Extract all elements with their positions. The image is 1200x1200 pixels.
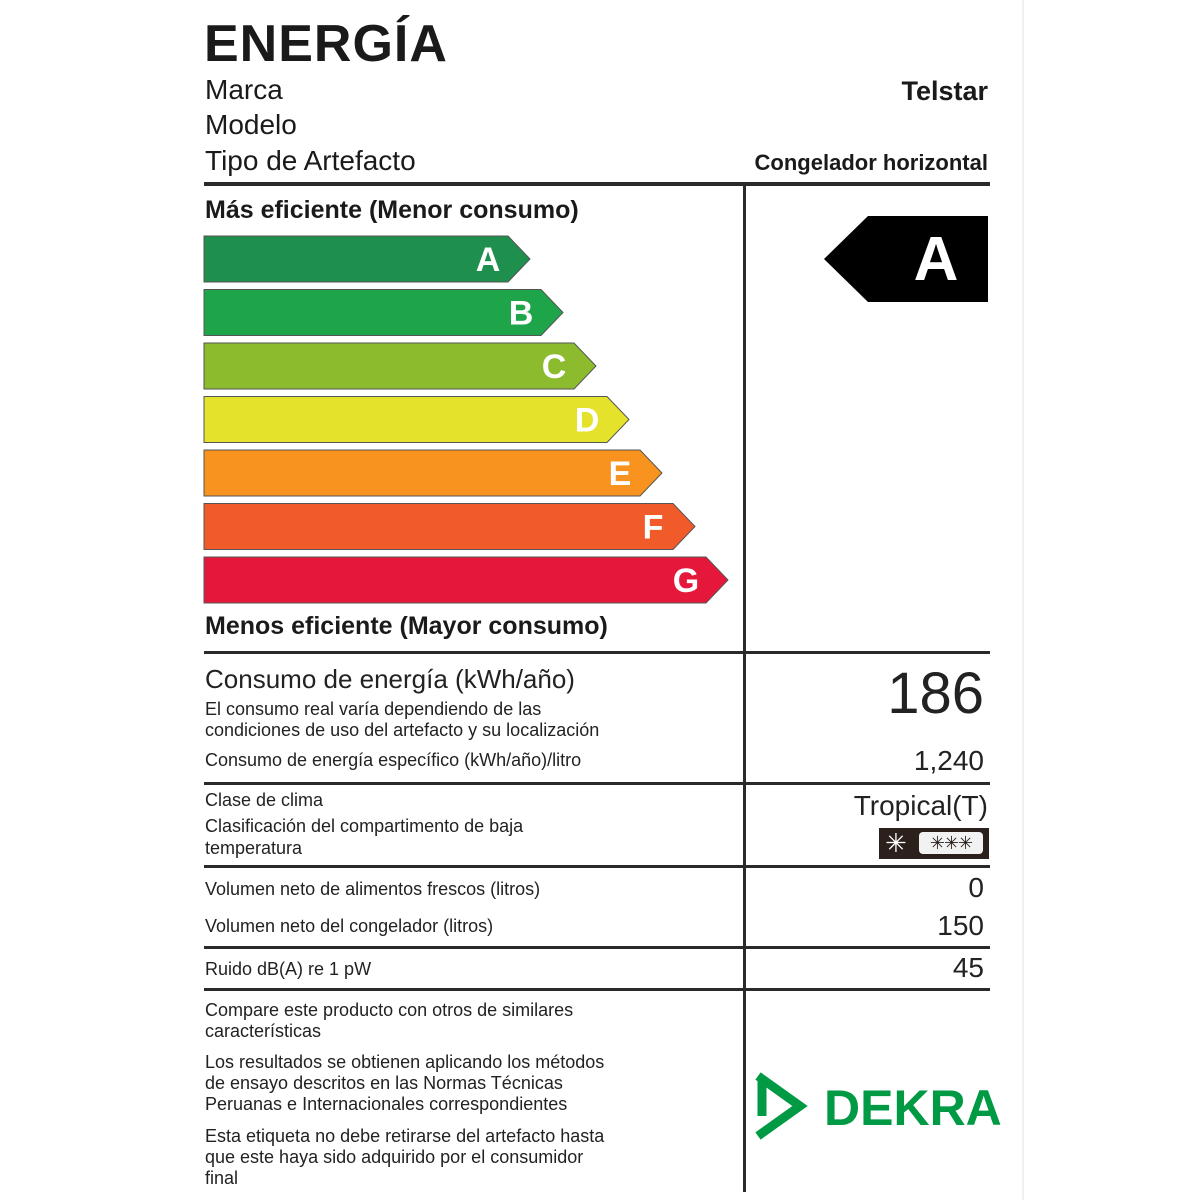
fresh-volume-label: Volumen neto de alimentos frescos (litros)	[205, 879, 541, 899]
efficiency-bar-shape	[204, 397, 629, 443]
footer-note-methods-line-3: Peruanas e Internacionales correspondientes	[205, 1094, 568, 1114]
energy-consumption-label: Consumo de energía (kWh/año)	[205, 664, 575, 694]
footer-note-removal	[205, 1126, 705, 1189]
footer-note-compare-line-2: características	[205, 1021, 322, 1041]
noise-label: Ruido dB(A) re 1 pW	[205, 959, 372, 979]
climate-class-value: Tropical(T)	[853, 790, 988, 821]
low-temp-label-line-2: temperatura	[205, 838, 303, 858]
efficiency-bar-letter: C	[541, 348, 567, 386]
freezer-volume-label: Volumen neto del congelador (litros)	[205, 916, 494, 936]
type-value: Congelador horizontal	[754, 150, 988, 175]
specific-consumption-value: 1,240	[913, 745, 984, 776]
footer-note-compare-line-1: Compare este producto con otros de similares	[205, 1000, 574, 1020]
footer-note-methods-line-2: de ensayo descritos en las Normas Técnicas	[205, 1073, 563, 1093]
efficiency-bar-e	[204, 450, 662, 496]
efficiency-bar-shape	[204, 504, 695, 550]
rating-indicator	[824, 216, 988, 302]
footer-note-methods	[205, 1052, 705, 1115]
efficiency-bar-letter: E	[608, 455, 632, 493]
footer-note-methods-line-1: Los resultados se obtienen aplicando los métodos	[205, 1052, 605, 1072]
freezer-star-rating	[879, 828, 989, 859]
efficiency-bar-letter: A	[475, 241, 501, 279]
efficiency-bar-letter: B	[508, 294, 534, 333]
scale-bottom-caption: Menos eficiente (Mayor consumo)	[205, 612, 608, 640]
efficiency-bar-a	[204, 236, 530, 282]
footer-note-removal-line-1: Esta etiqueta no debe retirarse del artefacto hasta	[205, 1126, 605, 1146]
scale-top-caption: Más eficiente (Menor consumo)	[205, 196, 579, 224]
brand-label: Marca	[205, 74, 283, 105]
dekra-mark-icon	[752, 1072, 812, 1144]
freezer-volume-value: 150	[937, 910, 984, 941]
brand-value: Telstar	[901, 76, 988, 106]
efficiency-bar-f	[204, 504, 695, 550]
efficiency-bar-d	[204, 397, 629, 443]
fresh-volume-value: 0	[968, 872, 984, 903]
efficiency-bar-shape	[204, 343, 596, 389]
efficiency-bar-shape	[204, 557, 728, 603]
star-icon: ✳	[885, 828, 907, 858]
low-temp-label-line-1: Clasificación del compartimento de baja	[205, 816, 524, 836]
footer-note-removal-line-2: que este haya sido adquirido por el consumidor	[205, 1147, 584, 1167]
label-title: ENERGÍA	[204, 15, 448, 73]
efficiency-bar-letter: D	[574, 401, 600, 440]
three-star-icon: ✳✳✳	[919, 832, 983, 854]
energy-note-line-2: condiciones de uso del artefacto y su localización	[205, 720, 600, 740]
dekra-logo	[752, 1072, 1002, 1144]
climate-class-label: Clase de clima	[205, 790, 324, 810]
energy-note-line-1: El consumo real varía dependiendo de las	[205, 699, 542, 719]
rating-letter: A	[913, 225, 959, 294]
specific-consumption-label: Consumo de energía específico (kWh/año)/litro	[205, 750, 582, 770]
efficiency-bar-g	[204, 557, 728, 603]
energy-consumption-value: 186	[887, 661, 984, 726]
efficiency-bar-b	[204, 290, 563, 336]
efficiency-bar-c	[204, 343, 596, 389]
type-label: Tipo de Artefacto	[205, 145, 416, 176]
noise-value: 45	[952, 952, 984, 983]
efficiency-bar-shape	[204, 450, 662, 496]
dekra-logo-text: DEKRA	[824, 1080, 1002, 1136]
footer-note-compare	[205, 1000, 705, 1042]
efficiency-bar-letter: F	[642, 508, 664, 547]
efficiency-bar-letter: G	[672, 562, 700, 600]
model-label: Modelo	[205, 109, 297, 140]
footer-note-removal-line-3: final	[205, 1168, 239, 1188]
